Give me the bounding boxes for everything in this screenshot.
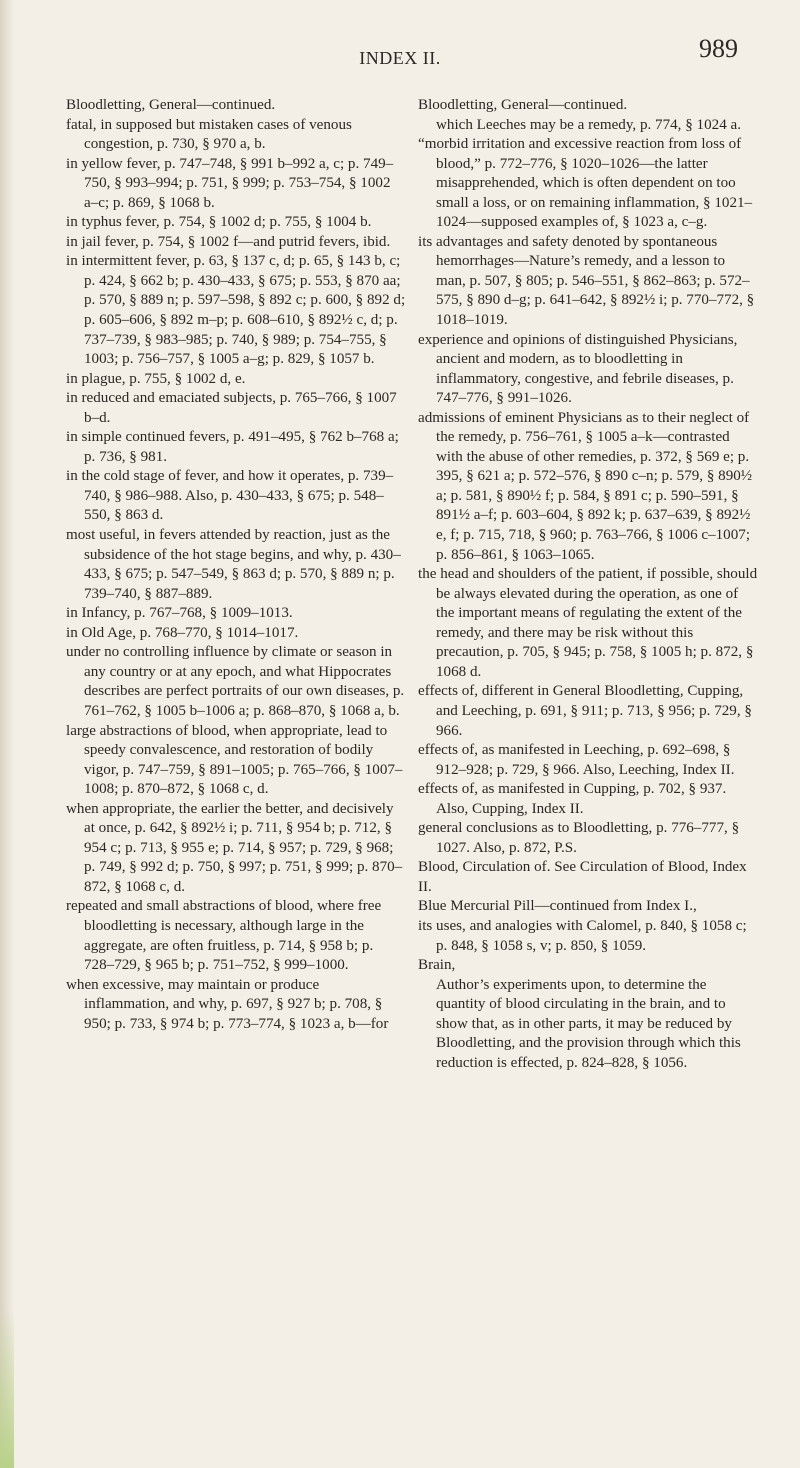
running-title: INDEX II. — [359, 48, 441, 68]
index-heading: Brain, — [418, 957, 456, 974]
index-subentry: repeated and small abstractions of blood, where free bloodletting is necessary, although large in the aggregate, are often fruitless, p. 714, § 958 b; p. 728–729, § 965 b; p. 751–752, § 999–1000. — [66, 898, 382, 974]
index-subentry: in jail fever, p. 754, § 1002 f—and putrid fevers, ibid. — [66, 233, 391, 250]
index-subentry: effects of, different in General Bloodletting, Cupping, and Leeching, p. 691, § 911; p. 713, § 956; p. 729, § 966. — [418, 683, 752, 739]
index-subentry: experience and opinions of distinguished Physicians, ancient and modern, as to bloodletting in inflammatory, congestive, and febrile diseases, p. 747–776, § 991–1026. — [418, 331, 738, 407]
index-subentry: in reduced and emaciated subjects, p. 765–766, § 1007 b–d. — [66, 390, 397, 426]
index-subentry: when excessive, may maintain or produce inflammation, and why, p. 697, § 927 b; p. 708, § 950; p. 733, § 974 b; p. 773–774, § 1023 a, b—for — [66, 976, 389, 1032]
index-subentry: its advantages and safety denoted by spontaneous hemorrhages—Nature’s remedy, and a lesson to man, p. 507, § 805; p. 546–551, § 862–863; p. 572–575, § 890 d–g; p. 641–642, § 892½ i; p. 770–772, § 1018–1019. — [418, 233, 755, 329]
index-subentry: in Infancy, p. 767–768, § 1009–1013. — [66, 605, 293, 622]
index-subentry: effects of, as manifested in Cupping, p. 702, § 937. Also, Cupping, Index II. — [418, 781, 727, 817]
index-subentry: under no controlling influence by climate or season in any country or at any epoch, and what Hippocrates describes are perfect portraits of our own diseases, p. 761–762, § 1005 b–1006 a; p. 868–870, § 1068 a, b. — [66, 644, 405, 719]
index-subentry: in the cold stage of fever, and how it operates, p. 739–740, § 986–988. Also, p. 430–433, § 675; p. 548–550, § 863 d. — [66, 468, 394, 524]
index-subentry: “morbid irritation and excessive reaction from loss of blood,” p. 772–776, § 1020–1026—the latter misapprehended, which is often dependent on too small a loss, or on remaining inflammation, § 1021–1024—supposed examples of, § 1023 a, c–g. — [418, 136, 753, 231]
index-subentry: in yellow fever, p. 747–748, § 991 b–992 a, c; p. 749–750, § 993–994; p. 751, § 999; p. 753–754, § 1002 a–c; p. 869, § 1068 b. — [66, 155, 394, 211]
index-subentry: in plague, p. 755, § 1002 d, e. — [66, 370, 246, 387]
index-subentry: the head and shoulders of the patient, if possible, should be always elevated during the operation, as one of the important means of regulating the extent of the remedy, and there may be risk without this precaution, p. 705, § 945; p. 758, § 1005 h; p. 872, § 1068 d. — [418, 566, 758, 680]
index-subentry: most useful, in fevers attended by reaction, just as the subsidence of the hot stage begins, and why, p. 430–433, § 675; p. 547–549, § 863 d; p. 570, § 889 n; p. 739–740, § 887–889. — [66, 527, 401, 602]
page-number: 989 — [699, 34, 738, 63]
running-header — [0, 34, 800, 72]
index-heading: Blood, Circulation of. See Circulation of Blood, Index II. — [418, 859, 747, 895]
index-heading: Bloodletting, General—continued. — [66, 97, 276, 113]
index-subentry: when appropriate, the earlier the better, and decisively at once, p. 642, § 892½ i; p. 711, § 954 b; p. 712, § 954 c; p. 713, § 955 e; p. 714, § 957; p. 729, § 968; p. 749, § 992 d; p. 750, § 997; p. 751, § 999; p. 870–872, § 1068 c, d. — [66, 800, 403, 895]
index-subentry: fatal, in supposed but mistaken cases of venous congestion, p. 730, § 970 a, b. — [66, 116, 352, 153]
index-subentry: Author’s experiments upon, to determine the quantity of blood circulating in the brain, and to show that, as in other parts, it may be reduced by Bloodletting, and the provision through which this reduction is effected, p. 824–828, § 1056. — [436, 976, 741, 1071]
page-edge-stain — [0, 1308, 14, 1468]
index-subentry: in typhus fever, p. 754, § 1002 d; p. 755, § 1004 b. — [66, 214, 372, 231]
index-subentry: in simple continued fevers, p. 491–495, § 762 b–768 a; p. 736, § 981. — [66, 429, 399, 465]
index-subentry: effects of, as manifested in Leeching, p. 692–698, § 912–928; p. 729, § 966. Also, Leeching, Index II. — [418, 742, 735, 778]
index-subentry: in intermittent fever, p. 63, § 137 c, d; p. 65, § 143 b, c; p. 424, § 662 b; p. 430–433, § 675; p. 553, § 870 aa; p. 570, § 889 n; p. 597–598, § 892 c; p. 600, § 892 d; p. 605–606, § 892 m–p; p. 608–610, § 892½ c, d; p. 737–739, § 983–985; p. 740, § 989; p. 754–755, § 1003; p. 756–757, § 1005 a–g; p. 829, § 1057 b. — [66, 253, 406, 368]
left-column — [66, 96, 406, 1034]
index-subentry: its uses, and analogies with Calomel, p. 840, § 1058 c; p. 848, § 1058 s, v; p. 850, § 1059. — [418, 917, 747, 954]
index-subentry: large abstractions of blood, when appropriate, lead to speedy convalescence, and restoration of bodily vigor, p. 747–759, § 891–1005; p. 765–766, § 1007–1008; p. 870–872, § 1068 c, d. — [66, 722, 403, 798]
page-gutter-shadow — [0, 0, 14, 1468]
index-subentry: general conclusions as to Bloodletting, p. 776–777, § 1027. Also, p. 872, P.S. — [418, 820, 740, 856]
index-subentry: admissions of eminent Physicians as to their neglect of the remedy, p. 756–761, § 1005 a–k—contrasted with the abuse of other remedies, p. 372, § 569 e; p. 395, § 621 a; p. 572–576, § 890 c–n; p. 579, § 890½ a; p. 581, § 890½ f; p. 584, § 891 c; p. 590–591, § 891½ a–f; p. 603–604, § 892 k; p. 637–639, § 892½ e, f; p. 715, 718, § 960; p. 763–766, § 1006 c–1007; p. 856–861, § 1063–1065. — [418, 409, 753, 563]
index-heading: Blue Mercurial Pill—continued from Index I., — [418, 898, 697, 915]
index-subentry: which Leeches may be a remedy, p. 774, § 1024 a. — [436, 116, 741, 133]
index-heading: Bloodletting, General—continued. — [418, 97, 628, 113]
right-column — [418, 96, 758, 1073]
index-subentry: in Old Age, p. 768–770, § 1014–1017. — [66, 624, 299, 641]
